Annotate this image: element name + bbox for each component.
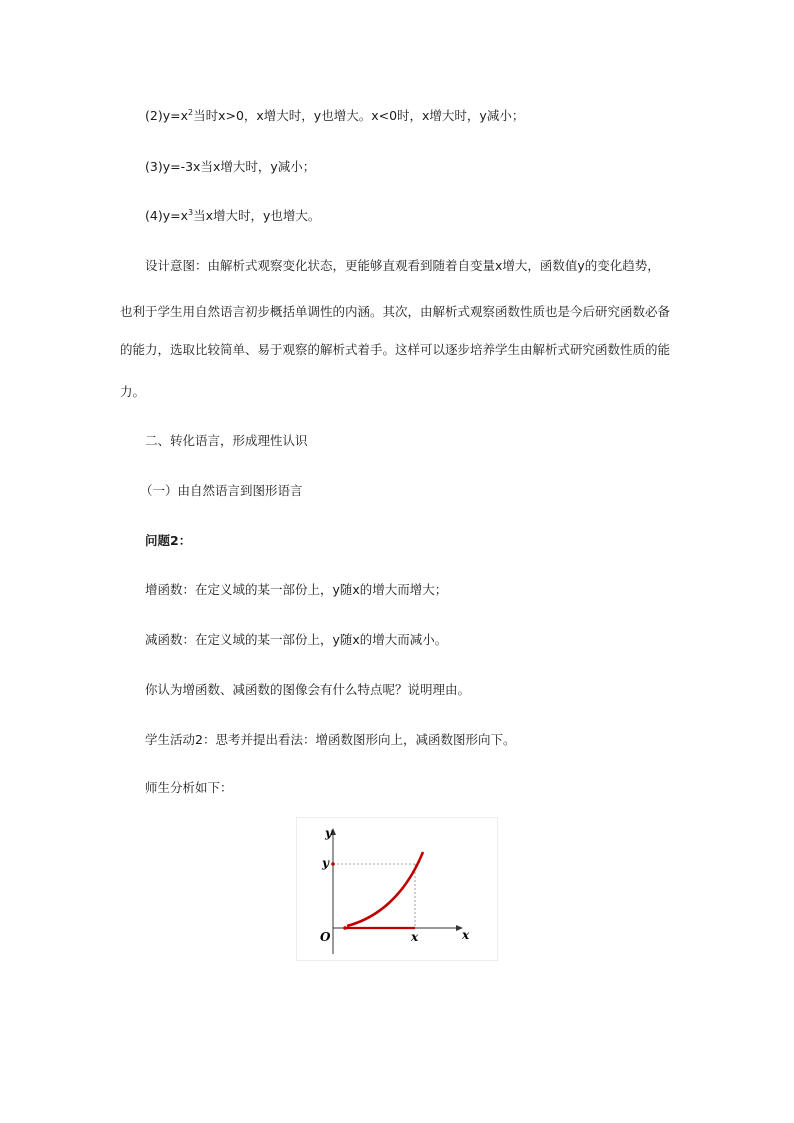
graph-svg [297,818,497,960]
design-intent-line-1: 设计意图：由解析式观察变化状态，更能够直观看到随着自变量x增大，函数值y的变化趋势， [145,258,660,273]
x-value-label: x [411,930,419,944]
design-intent-line-3: 的能力，选取比较简单、易于观察的解析式着手。这样可以逐步培养学生由解析式研究函数性质的能 [120,342,671,357]
p2-rest: 当时x>0，x增大时，y也增大。x<0时，x增大时，y减小； [193,108,525,123]
y-axis-label: y [325,826,332,840]
section-heading-2: 二、转化语言，形成理性认识 [145,433,308,448]
design-intent-line-2: 也利于学生用自然语言初步概括单调性的内涵。其次，由解析式观察函数性质也是今后研究函数必备 [120,304,671,319]
paragraph-p2 [145,108,524,124]
student-activity-2: 学生活动2：思考并提出看法：增函数图形向上，减函数图形向下。 [145,732,516,747]
increasing-function-definition: 增函数：在定义域的某一部份上，y随x的增大而增大； [145,582,448,597]
p2-start: (2)y=x [145,108,188,123]
question-prompt: 你认为增函数、减函数的图像会有什么特点呢？说明理由。 [145,682,471,697]
x-start-point [343,926,347,930]
x-axis-label: x [462,928,470,942]
origin-label: O [320,930,331,944]
y-value-label: y [322,856,329,870]
p4-rest: 当x增大时，y也增大。 [193,208,321,223]
analysis-intro: 师生分析如下： [145,780,233,795]
paragraph-p4 [145,208,320,224]
y-value-point [331,862,335,866]
p4-start: (4)y=x [145,208,188,223]
p2-exponent: 2 [187,107,194,117]
design-intent-line-4: 力。 [120,384,146,399]
subsection-heading-1: （一）由自然语言到图形语言 [140,483,303,498]
question-2-label: 问题2： [145,533,192,548]
p4-exponent: 3 [187,207,194,217]
decreasing-function-definition: 减函数：在定义域的某一部份上，y随x的增大而减小。 [145,632,448,647]
paragraph-p3: (3)y=-3x当x增大时，y减小； [145,159,316,174]
increasing-function-graph [296,817,498,961]
increasing-curve [347,852,423,926]
